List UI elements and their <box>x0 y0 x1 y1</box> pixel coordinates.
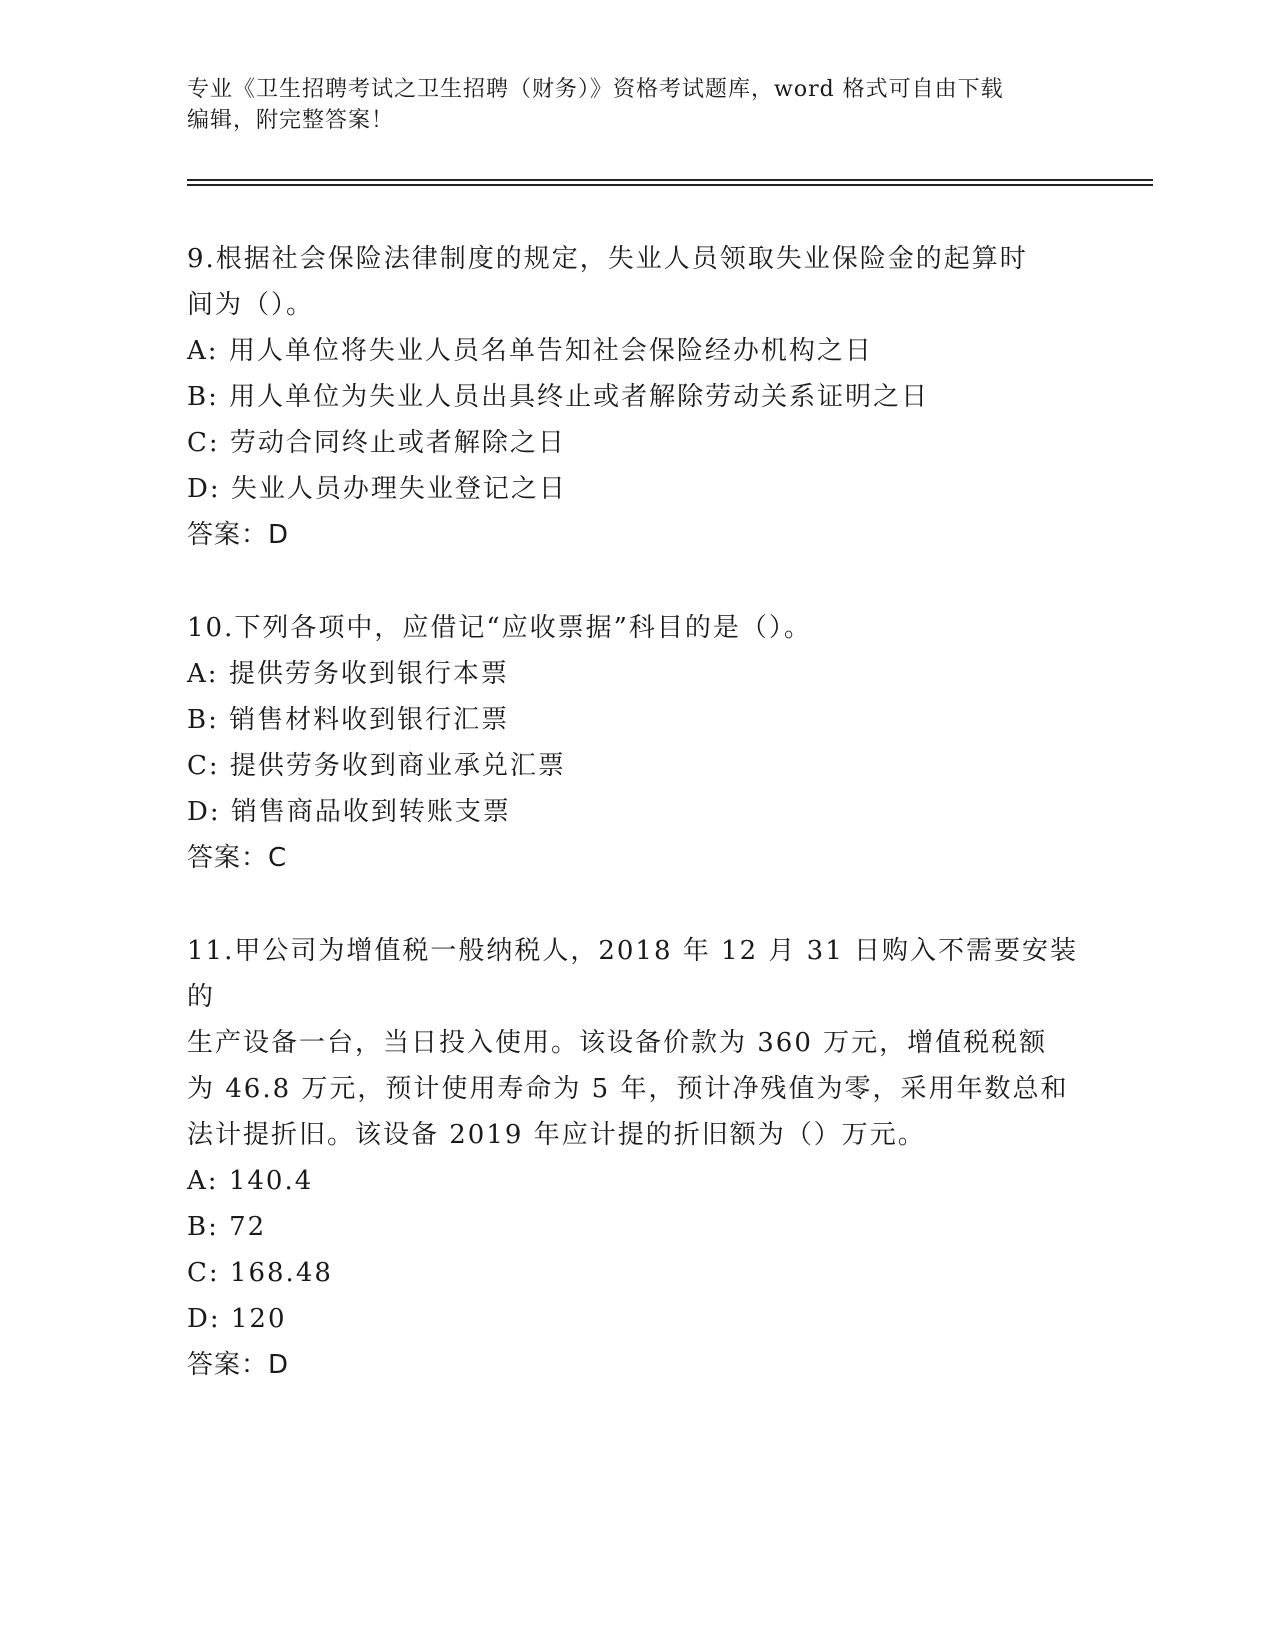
option-b <box>187 374 1087 420</box>
question-text <box>187 605 1087 651</box>
question-line: 10.下列各项中，应借记“应收票据”科目的是（）。 <box>187 613 812 643</box>
option-text: 提供劳务收到银行本票 <box>228 659 509 689</box>
option-c <box>187 1250 1087 1296</box>
document-header <box>187 74 1067 136</box>
option-label: D: <box>187 1304 221 1334</box>
answer: 答案：C <box>187 843 288 873</box>
answer: 答案：D <box>187 1350 290 1380</box>
option-c <box>187 743 1087 789</box>
option-text: 72 <box>229 1212 267 1242</box>
question-9 <box>187 236 1087 558</box>
option-label: B: <box>187 705 219 735</box>
option-text: 劳动合同终止或者解除之日 <box>229 428 566 458</box>
question-list <box>187 236 1087 1435</box>
question-line: 11.甲公司为增值税一般纳税人，2018 年 12 月 31 日购入不需要安装的 <box>187 936 1079 1012</box>
question-line: 9.根据社会保险法律制度的规定，失业人员领取失业保险金的起算时 <box>187 244 1028 274</box>
option-label: B: <box>187 1212 219 1242</box>
option-a <box>187 1158 1087 1204</box>
header-line-1: 专业《卫生招聘考试之卫生招聘（财务）》资格考试题库，word 格式可自由下载 <box>187 77 1004 102</box>
option-text: 销售材料收到银行汇票 <box>229 705 510 735</box>
option-label: A: <box>187 1166 219 1196</box>
question-line: 法计提折旧。该设备 2019 年应计提的折旧额为（）万元。 <box>187 1120 926 1150</box>
option-a <box>187 328 1087 374</box>
option-b <box>187 697 1087 743</box>
question-10 <box>187 605 1087 881</box>
option-label: C: <box>187 751 220 781</box>
option-text: 失业人员办理失业登记之日 <box>230 474 567 504</box>
option-a <box>187 651 1087 697</box>
option-b <box>187 1204 1087 1250</box>
option-text: 销售商品收到转账支票 <box>230 797 511 827</box>
header-line-2: 编辑，附完整答案！ <box>187 108 395 133</box>
header-divider-bottom <box>187 184 1153 186</box>
option-label: D: <box>187 797 221 827</box>
question-line: 为 46.8 万元，预计使用寿命为 5 年，预计净残值为零，采用年数总和 <box>187 1074 1069 1104</box>
option-label: A: <box>187 659 219 689</box>
option-label: C: <box>187 428 220 458</box>
option-label: C: <box>187 1258 220 1288</box>
option-label: B: <box>187 382 219 412</box>
answer: 答案：D <box>187 520 290 550</box>
option-c <box>187 420 1087 466</box>
option-d <box>187 1296 1087 1342</box>
option-label: A: <box>187 336 219 366</box>
option-label: D: <box>187 474 221 504</box>
header-divider-top <box>187 179 1153 181</box>
option-text: 120 <box>230 1304 287 1334</box>
question-line: 生产设备一台，当日投入使用。该设备价款为 360 万元，增值税税额 <box>187 1028 1048 1058</box>
question-11 <box>187 928 1087 1388</box>
question-text <box>187 928 1087 1158</box>
question-line: 间为（）。 <box>187 290 315 320</box>
option-d <box>187 466 1087 512</box>
option-text: 140.4 <box>228 1166 314 1196</box>
option-d <box>187 789 1087 835</box>
question-text <box>187 236 1087 328</box>
option-text: 用人单位将失业人员名单告知社会保险经办机构之日 <box>228 336 873 366</box>
option-text: 提供劳务收到商业承兑汇票 <box>229 751 566 781</box>
option-text: 用人单位为失业人员出具终止或者解除劳动关系证明之日 <box>229 382 930 412</box>
option-text: 168.48 <box>229 1258 333 1288</box>
